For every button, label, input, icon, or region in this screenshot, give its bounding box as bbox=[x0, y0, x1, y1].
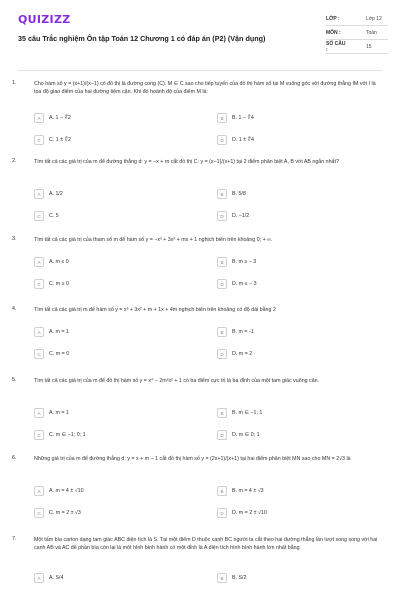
option-a[interactable]: A A. 1/2 bbox=[34, 188, 63, 200]
option-letter-box: B bbox=[217, 486, 227, 496]
quizizz-logo[interactable]: QUIZIZZ bbox=[18, 13, 71, 26]
option-letter-box: B bbox=[217, 189, 227, 199]
question-text: Những giá trị của m để đường thẳng d: y = x + m − 1 cắt đồ thị hàm số y = (2x+1)/(x+1) tại hai điểm phân biệt MN sao cho MN = 2√3 là bbox=[34, 456, 351, 462]
option-b[interactable]: B B. m = -1 bbox=[217, 326, 254, 338]
option-letter-box: C bbox=[34, 135, 44, 145]
question-text: Tìm tất cả các giá trị của tham số m để hàm số y = −x³ + 3x² + mx + 1 nghịch biến trên khoảng 0; + ∞. bbox=[34, 237, 273, 243]
option-c[interactable]: C C. 1 ± ∜2 bbox=[34, 134, 71, 146]
header-divider bbox=[18, 70, 382, 71]
question-number: 4. bbox=[12, 306, 17, 312]
question-number: 7. bbox=[12, 536, 17, 542]
document-meta bbox=[326, 12, 388, 54]
question-text: Tìm tất cả các giá trị của m để đường thẳng d: y = −x + m cắt đồ thị C: y = (x−1)/(x+1) tại 2 điểm phân biệt A, B với AB ngắn nhất? bbox=[34, 159, 339, 165]
option-letter-box: B bbox=[217, 257, 227, 267]
question-number: 5. bbox=[12, 377, 17, 383]
option-letter-box: A bbox=[34, 327, 44, 337]
option-d[interactable]: D D. m = 2 bbox=[217, 348, 252, 360]
meta-class: LỚP : Lớp 12 bbox=[326, 12, 388, 26]
option-d[interactable]: D D. 1 ± ∜4 bbox=[217, 134, 254, 146]
question-text: Tìm tất cả các giá trị của m để đồ thị hàm số y = x⁴ − 2m²x² + 1 có ba điểm cực trị là ba đỉnh của một tam giác vuông cân. bbox=[34, 378, 320, 384]
option-letter-box: B bbox=[217, 113, 227, 123]
option-d[interactable]: D D. m ∈ 0; 1 bbox=[217, 429, 260, 441]
option-a[interactable]: A A. m = 1 bbox=[34, 407, 69, 419]
option-d[interactable]: D D. m = 2 ± √10 bbox=[217, 507, 267, 519]
option-letter-box: A bbox=[34, 573, 44, 583]
option-b[interactable]: B B. m ≥ − 3 bbox=[217, 256, 256, 268]
option-a[interactable]: A A. m = 4 ± √10 bbox=[34, 485, 84, 497]
option-letter-box: C bbox=[34, 279, 44, 289]
question-text: Tìm tất cả các giá trị m để hàm số y = x³ + 3x² + m + 1x + 4m nghịch biến trên khoảng có độ dài bằng 2 bbox=[34, 307, 276, 313]
option-c[interactable]: C C. m = 2 ± √3 bbox=[34, 507, 81, 519]
option-c[interactable]: C C. 5 bbox=[34, 210, 59, 222]
option-c[interactable]: C C. m = 0 bbox=[34, 348, 69, 360]
option-letter-box: A bbox=[34, 189, 44, 199]
option-letter-box: C bbox=[34, 211, 44, 221]
option-letter-box: A bbox=[34, 113, 44, 123]
option-d[interactable]: D D. −1/2 bbox=[217, 210, 249, 222]
option-b[interactable]: B B. m = 4 ± √3 bbox=[217, 485, 264, 497]
option-letter-box: D bbox=[217, 135, 227, 145]
question-number: 3. bbox=[12, 236, 17, 242]
option-a[interactable]: A A. 1 − ∜2 bbox=[34, 112, 71, 124]
option-letter-box: C bbox=[34, 349, 44, 359]
option-letter-box: B bbox=[217, 408, 227, 418]
question-text: Một tấm bìa carton dạng tam giác ABC diện tích là S. Tại một điểm D thuộc cạnh BC người ta cắt theo hai đường thẳng lần lượt song song với hai cạnh AB và AC để phần bìa còn lại là một hình bình hành có một đỉnh là A diện tích hình bình hành lớn nhất bằng bbox=[34, 537, 378, 551]
option-letter-box: A bbox=[34, 257, 44, 267]
option-letter-box: B bbox=[217, 327, 227, 337]
option-c[interactable]: C C. m ∈ −1; 0; 1 bbox=[34, 429, 86, 441]
option-letter-box: B bbox=[217, 573, 227, 583]
option-b[interactable]: B B. S/2 bbox=[217, 572, 246, 584]
option-a[interactable]: A A. m = 1 bbox=[34, 326, 69, 338]
option-letter-box: D bbox=[217, 279, 227, 289]
option-letter-box: C bbox=[34, 430, 44, 440]
option-letter-box: A bbox=[34, 408, 44, 418]
document-header bbox=[0, 0, 400, 66]
option-letter-box: D bbox=[217, 211, 227, 221]
option-b[interactable]: B B. 5/8 bbox=[217, 188, 246, 200]
option-letter-box: A bbox=[34, 486, 44, 496]
option-letter-box: D bbox=[217, 349, 227, 359]
question-number: 1. bbox=[12, 80, 17, 86]
option-letter-box: C bbox=[34, 508, 44, 518]
option-letter-box: D bbox=[217, 430, 227, 440]
option-b[interactable]: B B. m ∈ −1; 1 bbox=[217, 407, 262, 419]
option-d[interactable]: D D. m ≤ − 3 bbox=[217, 278, 257, 290]
option-b[interactable]: B B. 1 − ∜4 bbox=[217, 112, 254, 124]
option-a[interactable]: A A. m ≤ 0 bbox=[34, 256, 69, 268]
meta-question-count: SỐ CÂU : 15 bbox=[326, 40, 388, 54]
option-a[interactable]: A A. S/4 bbox=[34, 572, 63, 584]
meta-subject: MÔN : Toán bbox=[326, 26, 388, 40]
question-number: 6. bbox=[12, 455, 17, 461]
option-c[interactable]: C C. m ≥ 0 bbox=[34, 278, 69, 290]
document-title: 35 câu Trắc nghiệm Ôn tập Toán 12 Chương 1 có đáp án (P2) (Vận dụng) bbox=[18, 34, 266, 43]
question-number: 2. bbox=[12, 158, 17, 164]
option-letter-box: D bbox=[217, 508, 227, 518]
question-text: Cho hàm số y = (x+1)/(x−1) có đồ thị là đường cong (C). M ∈ C sao cho tiếp tuyến của đồ thị hàm số tại M vuông góc với đường thẳng IM với I là tọa độ giao điểm của hai đường tiệm cận. Khi đó hoành độ của điểm M là: bbox=[34, 81, 376, 95]
